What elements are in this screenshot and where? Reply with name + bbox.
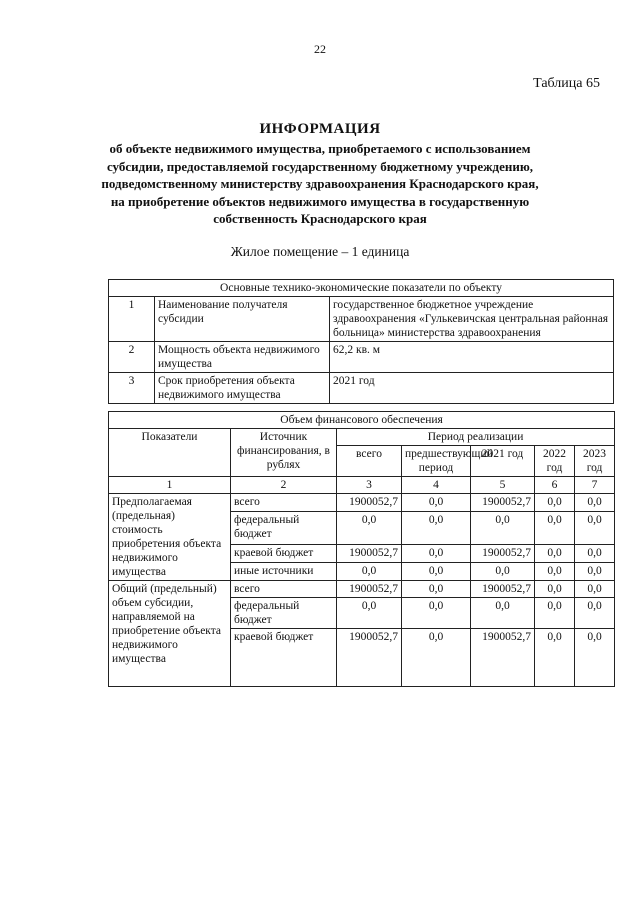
document-title: ИНФОРМАЦИЯ — [259, 121, 381, 137]
params-header: Основные технико-экономические показатели по объекту — [109, 280, 614, 297]
value-cell: 0,0 — [535, 581, 575, 598]
finance-header: Объем финансового обеспечения — [109, 412, 615, 429]
param-name: Мощность объекта недвижимого имущества — [155, 342, 330, 373]
col-source: Источник финансирования, в рублях — [231, 429, 337, 477]
source-label: иные источники — [231, 562, 337, 580]
source-label: краевой бюджет — [231, 544, 337, 562]
value-cell: 0,0 — [337, 598, 402, 629]
column-numbers-row — [109, 477, 615, 494]
row-number: 3 — [109, 373, 155, 404]
value-cell: 0,0 — [471, 512, 535, 545]
col-2023: 2023 год — [575, 446, 615, 477]
col-2021: 2021 год — [471, 446, 535, 477]
value-cell: 0,0 — [575, 581, 615, 598]
value-cell: 0,0 — [535, 629, 575, 687]
col-number: 4 — [402, 477, 471, 494]
group-label: Общий (предельный) объем субсидии, направляемой на приобретение объекта недвижимого имущества — [109, 581, 231, 687]
value-cell: 0,0 — [535, 598, 575, 629]
table-row — [109, 581, 615, 598]
source-label: краевой бюджет — [231, 629, 337, 687]
value-cell: 0,0 — [402, 562, 471, 580]
subtitle-line: собственность Краснодарского края — [213, 211, 427, 226]
document-subtitle — [100, 140, 540, 228]
value-cell: 0,0 — [575, 562, 615, 580]
value-cell: 0,0 — [402, 544, 471, 562]
value-cell: 1900052,7 — [337, 629, 402, 687]
col-previous-period: предшествующий период — [402, 446, 471, 477]
value-cell: 0,0 — [471, 598, 535, 629]
row-number: 1 — [109, 297, 155, 342]
subtitle-line: об объекте недвижимого имущества, приобретаемого с использованием — [109, 141, 531, 156]
value-cell: 0,0 — [535, 494, 575, 512]
value-cell: 0,0 — [575, 512, 615, 545]
subtitle-line: на приобретение объектов недвижимого имущества в государственную — [110, 193, 530, 209]
col-period: Период реализации — [337, 429, 615, 446]
col-number: 5 — [471, 477, 535, 494]
item-caption: Жилое помещение – 1 единица — [230, 244, 410, 259]
value-cell: 0,0 — [535, 562, 575, 580]
source-label: всего — [231, 494, 337, 512]
subtitle-line: субсидии, предоставляемой государственному бюджетному учреждению, — [106, 158, 534, 174]
row-number: 2 — [109, 342, 155, 373]
table-row — [109, 297, 614, 342]
value-cell: 0,0 — [402, 581, 471, 598]
value-cell: 0,0 — [402, 494, 471, 512]
table-row — [109, 342, 614, 373]
param-value: 62,2 кв. м — [330, 342, 614, 373]
value-cell: 0,0 — [535, 544, 575, 562]
value-cell: 0,0 — [471, 562, 535, 580]
table-row — [109, 494, 615, 512]
param-value: государственное бюджетное учреждение здравоохранения «Гулькевичская центральная районная больница» министерства здравоохранения — [330, 297, 614, 342]
subtitle-line: подведомственному министерству здравоохранения Краснодарского края, — [101, 176, 539, 191]
value-cell: 1900052,7 — [337, 544, 402, 562]
col-number: 6 — [535, 477, 575, 494]
value-cell: 0,0 — [402, 512, 471, 545]
param-name: Срок приобретения объекта недвижимого имущества — [155, 373, 330, 404]
table-reference: Таблица 65 — [533, 76, 600, 91]
col-indicators: Показатели — [109, 429, 231, 477]
param-value: 2021 год — [330, 373, 614, 404]
value-cell: 1900052,7 — [337, 494, 402, 512]
col-number: 3 — [337, 477, 402, 494]
params-table — [108, 279, 614, 404]
value-cell: 0,0 — [402, 598, 471, 629]
value-cell: 0,0 — [575, 544, 615, 562]
value-cell: 1900052,7 — [471, 494, 535, 512]
value-cell: 0,0 — [575, 629, 615, 687]
finance-table — [108, 411, 615, 687]
value-cell: 0,0 — [337, 512, 402, 545]
source-label: всего — [231, 581, 337, 598]
col-number: 1 — [109, 477, 231, 494]
value-cell: 1900052,7 — [471, 581, 535, 598]
param-name: Наименование получателя субсидии — [155, 297, 330, 342]
value-cell: 1900052,7 — [471, 544, 535, 562]
col-number: 2 — [231, 477, 337, 494]
value-cell: 0,0 — [535, 512, 575, 545]
value-cell: 0,0 — [337, 562, 402, 580]
value-cell: 1900052,7 — [337, 581, 402, 598]
col-2022: 2022 год — [535, 446, 575, 477]
col-number: 7 — [575, 477, 615, 494]
value-cell: 0,0 — [575, 494, 615, 512]
value-cell: 1900052,7 — [471, 629, 535, 687]
group-label: Предполагаемая (предельная) стоимость приобретения объекта недвижимого имущества — [109, 494, 231, 581]
page-number: 22 — [314, 42, 326, 56]
value-cell: 0,0 — [575, 598, 615, 629]
source-label: федеральный бюджет — [231, 598, 337, 629]
col-total: всего — [337, 446, 402, 477]
value-cell: 0,0 — [402, 629, 471, 687]
table-row — [109, 373, 614, 404]
source-label: федеральный бюджет — [231, 512, 337, 545]
